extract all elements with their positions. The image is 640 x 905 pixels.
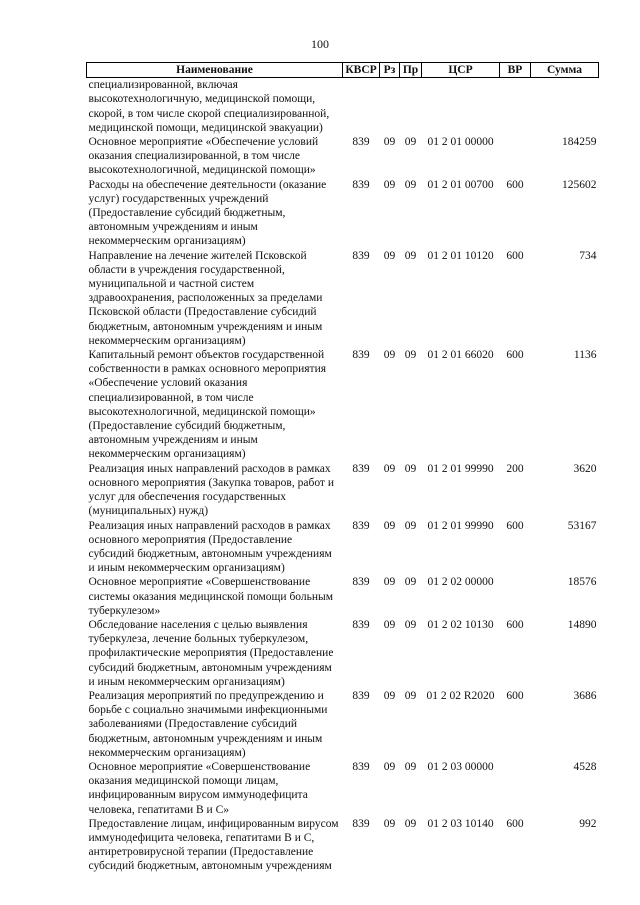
cell-pr: 09 (404, 760, 417, 773)
cell-pr: 09 (404, 689, 417, 702)
cell-kvsr: 839 (352, 249, 370, 262)
cell-pr: 09 (404, 576, 417, 589)
cell-pr: 09 (404, 178, 417, 191)
cell-vr: 600 (506, 249, 524, 262)
cell-rz: 09 (383, 136, 396, 149)
cell-sum: 14890 (567, 618, 597, 631)
cell-csr (422, 78, 500, 135)
header-pr: Пр (400, 63, 422, 78)
cell-pr: 09 (404, 349, 417, 362)
cell-pr: 09 (404, 249, 417, 262)
cell-pr: 09 (404, 817, 417, 830)
table-row (87, 618, 599, 689)
table-header-row (87, 63, 599, 78)
cell-kvsr: 839 (352, 576, 370, 589)
cell-name: Основное мероприятие «Совершенствование системы оказания медицинской помощи больным туберкулезом» (88, 576, 334, 617)
header-rz: Рз (380, 63, 400, 78)
header-csr: ЦСР (422, 63, 500, 78)
cell-name: Основное мероприятие «Обеспечение условий оказания специализированной, в том числе высокотехнологичной, медицинской помощи» (88, 136, 319, 177)
cell-vr: 600 (506, 689, 524, 702)
cell-csr: 01 2 01 00000 (427, 136, 494, 149)
page-number: 100 (311, 37, 329, 51)
cell-vr: 600 (506, 349, 524, 362)
cell-kvsr: 839 (352, 618, 370, 631)
cell-name: Направление на лечение жителей Псковской области в учреждения государственной, муниципальной и частной систем здравоохранения, расположенных за пределами Псковской области (Предоставление субсидий бюджетным, автономным учреждениям и иным некоммерческим организациям) (88, 249, 323, 347)
cell-name: Капитальный ремонт объектов государственной собственности в рамках основного мероприятия «Обеспечение условий оказания специализированной, в том числе высокотехнологичной, медицинской помощи» (Предоставление субсидий бюджетным, автономным учреждениям и иным некоммерческим организациям) (88, 349, 327, 461)
cell-vr (500, 78, 531, 135)
cell-rz: 09 (383, 817, 396, 830)
table-row (87, 462, 599, 519)
table-row (87, 78, 599, 135)
cell-vr: 600 (506, 817, 524, 830)
cell-sum: 734 (579, 249, 597, 262)
cell-vr: 600 (506, 178, 524, 191)
cell-rz: 09 (383, 462, 396, 475)
table-row (87, 689, 599, 760)
budget-table (86, 62, 599, 874)
cell-sum: 4528 (573, 760, 597, 773)
cell-kvsr: 839 (352, 178, 370, 191)
cell-kvsr (343, 78, 380, 135)
cell-csr: 01 2 03 10140 (427, 817, 494, 830)
cell-name: Основное мероприятие «Совершенствование оказания медицинской помощи лицам, инфицированным вирусом иммунодефицита человека, гепатитами В и С» (88, 760, 311, 816)
cell-csr: 01 2 02 10130 (427, 618, 494, 631)
cell-vr (500, 760, 531, 817)
header-sum: Сумма (531, 63, 599, 78)
cell-name: Обследование населения с целью выявления туберкулеза, лечение больных туберкулезом, профилактические мероприятия (Предоставление субсидий бюджетным, автономным учреждениям и иным некоммерческим организациям) (88, 618, 334, 688)
cell-csr: 01 2 01 99990 (427, 462, 494, 475)
cell-rz: 09 (383, 349, 396, 362)
cell-vr: 200 (506, 462, 524, 475)
header-name: Наименование (87, 63, 343, 78)
cell-csr: 01 2 01 00700 (427, 178, 494, 191)
cell-pr: 09 (404, 519, 417, 532)
cell-name: Реализация иных направлений расходов в рамках основного мероприятия (Предоставление субсидий бюджетным, автономным учреждениям и иным некоммерческим организациям) (88, 519, 332, 575)
cell-kvsr: 839 (352, 349, 370, 362)
cell-vr (500, 575, 531, 618)
cell-sum: 18576 (567, 576, 597, 589)
cell-rz: 09 (383, 178, 396, 191)
cell-sum: 3686 (573, 689, 597, 702)
cell-name: Расходы на обеспечение деятельности (оказание услуг) государственных учреждений (Предоставление субсидий бюджетным, автономным учреждениям и иным некоммерческим организациям) (88, 178, 327, 248)
table-row (87, 348, 599, 462)
table-row (87, 249, 599, 348)
table-row (87, 178, 599, 249)
cell-sum: 3620 (573, 462, 597, 475)
cell-sum: 992 (579, 817, 597, 830)
cell-csr: 01 2 02 R2020 (426, 689, 495, 702)
cell-sum: 125602 (562, 178, 597, 191)
cell-rz (380, 78, 400, 135)
cell-csr: 01 2 02 00000 (427, 576, 494, 589)
cell-vr (500, 135, 531, 178)
cell-pr (400, 78, 422, 135)
header-kvsr: КВСР (343, 63, 380, 78)
cell-kvsr: 839 (352, 760, 370, 773)
cell-rz: 09 (383, 249, 396, 262)
cell-csr: 01 2 01 99990 (427, 519, 494, 532)
cell-name: Предоставление лицам, инфицированным вирусом иммунодефицита человека, гепатитами В и С, антиретровирусной терапии (Предоставление субсидий бюджетным, автономным учреждениям (88, 817, 339, 873)
cell-pr: 09 (404, 462, 417, 475)
cell-sum: 184259 (562, 136, 597, 149)
cell-rz: 09 (383, 519, 396, 532)
cell-rz: 09 (383, 760, 396, 773)
cell-vr: 600 (506, 519, 524, 532)
cell-pr: 09 (404, 136, 417, 149)
cell-kvsr: 839 (352, 689, 370, 702)
cell-kvsr: 839 (352, 462, 370, 475)
cell-name: Реализация иных направлений расходов в рамках основного мероприятия (Закупка товаров, работ и услуг для обеспечения государственных (муниципальных) нужд) (88, 462, 334, 518)
cell-sum (531, 78, 599, 135)
header-vr: ВР (500, 63, 531, 78)
table-row (87, 135, 599, 178)
cell-kvsr: 839 (352, 519, 370, 532)
cell-rz: 09 (383, 618, 396, 631)
cell-sum: 1136 (573, 349, 597, 362)
table-row (87, 760, 599, 817)
cell-name: специализированной, включая высокотехнологичную, медицинской помощи, скорой, в том числе скорой специализированной, медицинской помощи, медицинской эвакуации) (88, 79, 330, 134)
cell-csr: 01 2 01 66020 (427, 349, 494, 362)
cell-csr: 01 2 03 00000 (427, 760, 494, 773)
cell-csr: 01 2 01 10120 (427, 249, 494, 262)
cell-vr: 600 (506, 618, 524, 631)
cell-name: Реализация мероприятий по предупреждению и борьбе с социально значимыми инфекционными заболеваниями (Предоставление субсидий бюджетным, автономным учреждениям и иным некоммерческим организациям) (88, 689, 328, 759)
cell-rz: 09 (383, 689, 396, 702)
table-row (87, 519, 599, 576)
table-row (87, 817, 599, 874)
cell-pr: 09 (404, 618, 417, 631)
cell-kvsr: 839 (352, 817, 370, 830)
cell-sum: 53167 (567, 519, 597, 532)
cell-rz: 09 (383, 576, 396, 589)
cell-kvsr: 839 (352, 136, 370, 149)
table-row (87, 575, 599, 618)
